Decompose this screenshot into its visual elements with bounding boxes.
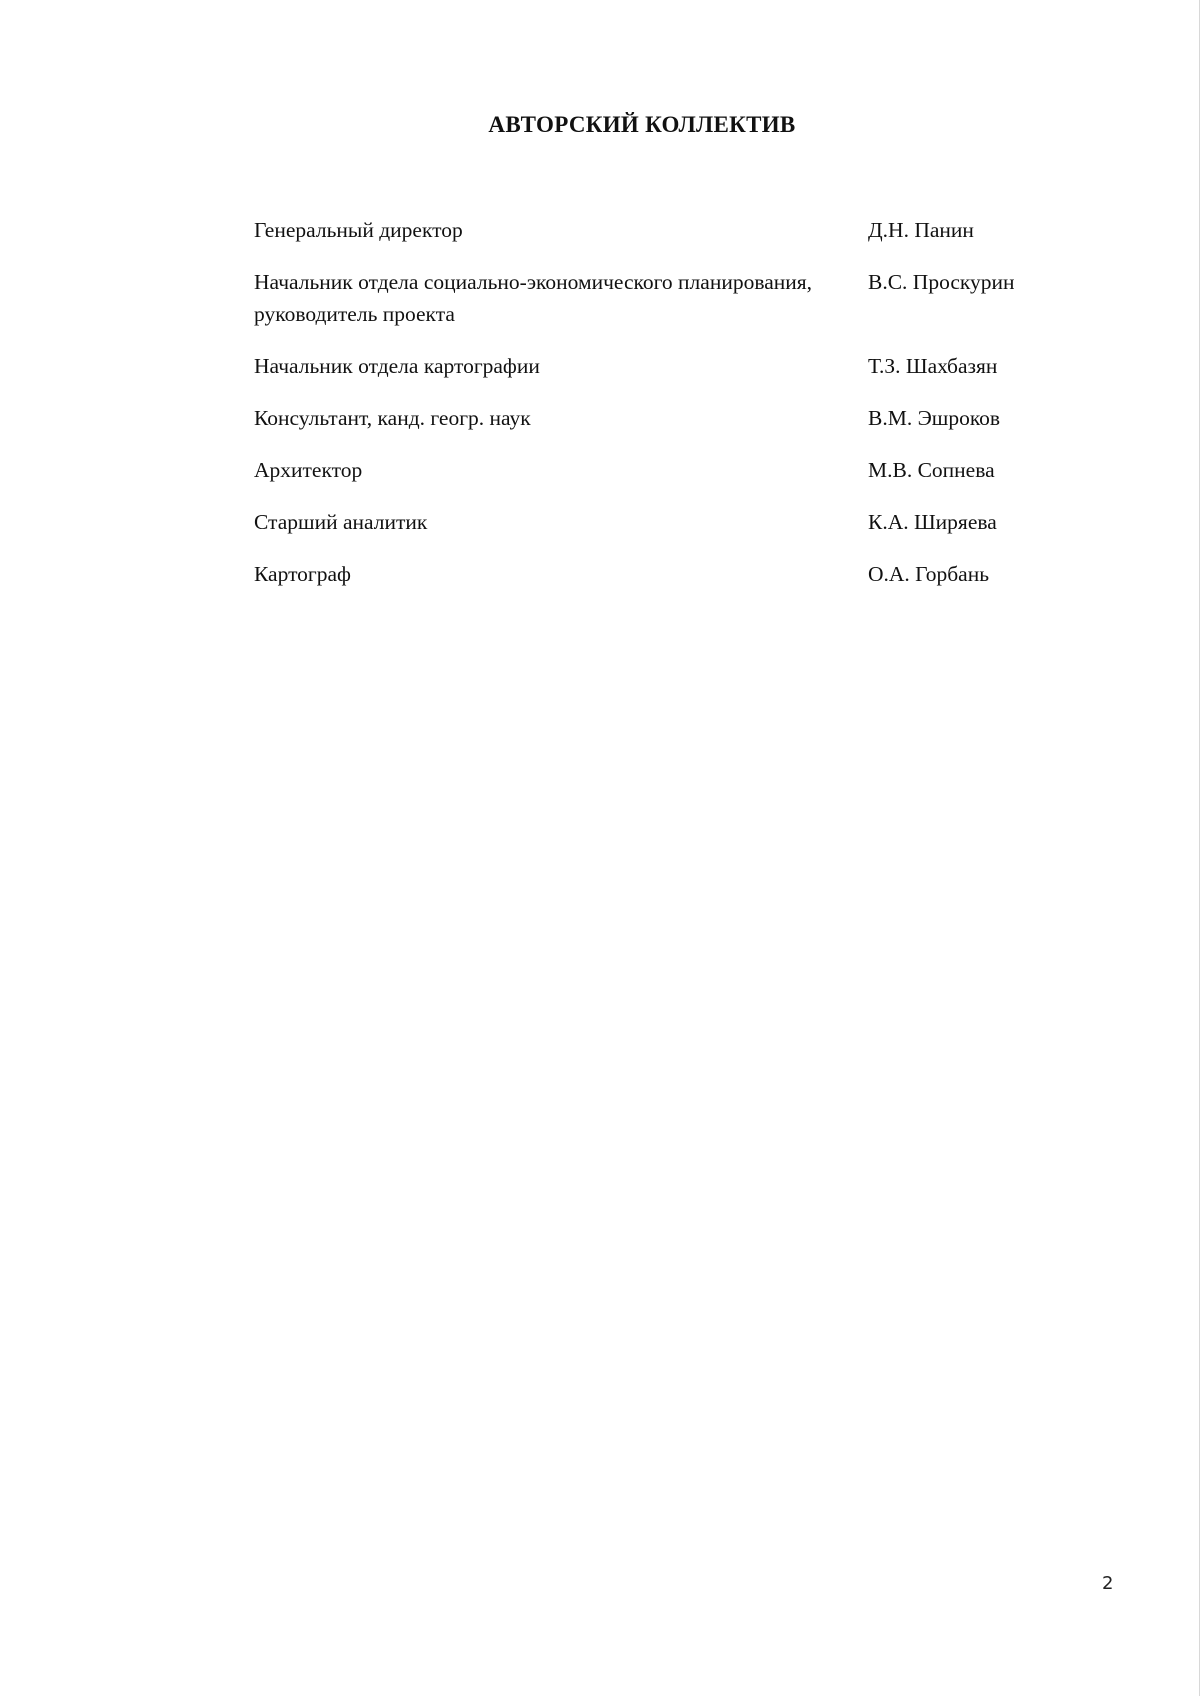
author-name: Д.Н. Панин: [868, 218, 974, 242]
author-name: Т.З. Шахбазян: [868, 354, 998, 378]
author-row: [254, 454, 1084, 486]
page-title: АВТОРСКИЙ КОЛЛЕКТИВ: [488, 112, 796, 137]
author-name: К.А. Ширяева: [868, 510, 997, 534]
author-role: Начальник отдела картографии: [254, 354, 540, 378]
author-name: В.С. Проскурин: [868, 270, 1015, 294]
author-row: [254, 558, 1084, 590]
author-name: О.А. Горбань: [868, 562, 990, 586]
author-role: Старший аналитик: [254, 510, 428, 534]
author-list: [254, 214, 1084, 610]
author-name: В.М. Эшроков: [868, 406, 1001, 430]
author-row: [254, 214, 1084, 246]
author-row: [254, 266, 1084, 330]
author-row: [254, 402, 1084, 434]
author-row: [254, 506, 1084, 538]
author-role: Архитектор: [254, 458, 363, 482]
author-role: Генеральный директор: [254, 218, 463, 242]
author-row: [254, 350, 1084, 382]
author-name: М.В. Сопнева: [868, 458, 995, 482]
author-role: Консультант, канд. геогр. наук: [254, 406, 531, 430]
author-role: Картограф: [254, 562, 351, 586]
author-role: Начальник отдела социально-экономического планирования, руководитель проекта: [254, 270, 813, 326]
page-number: 2: [1102, 1573, 1114, 1594]
